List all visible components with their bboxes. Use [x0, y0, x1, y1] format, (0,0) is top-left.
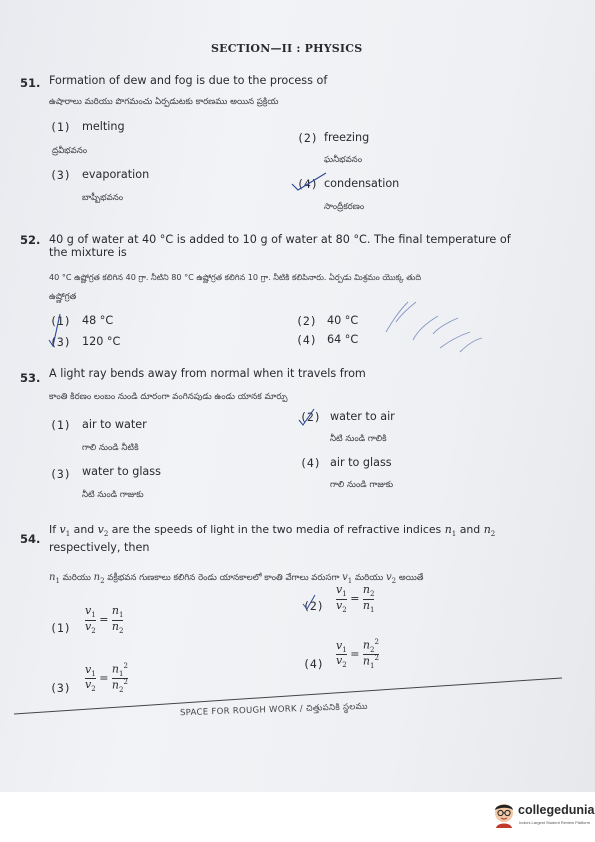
question-text-en: respectively, then — [49, 541, 150, 554]
option-text-te: ఘనీభవనం — [324, 155, 363, 165]
question-number: 54. — [20, 532, 41, 546]
question-text-en: the mixture is — [49, 246, 127, 259]
option-label: (3) — [50, 168, 71, 182]
option-text-en: 64 °C — [327, 333, 359, 346]
pen-tick-mark — [300, 592, 320, 612]
option-label: (4) — [296, 333, 317, 347]
option-text-te: ద్రవీభవనం — [52, 146, 88, 156]
question-text-en: If $v_1$ and $v_2$ are the speeds of light in the two media of refractive indices $n_1$ and $n_2$ — [49, 523, 496, 539]
option-text-te: గాలి నుండి గాజుకు — [330, 480, 394, 490]
option-text-te: నీటి నుండి గాజుకు — [82, 490, 144, 500]
option-label: (2) — [297, 131, 318, 145]
option-formula: $\frac{v_1}{v_2}$ = $\frac{n_2}{n_1}$ — [336, 583, 375, 614]
pen-tick-mark — [296, 406, 320, 428]
section-title: SECTION—II : PHYSICS — [211, 42, 363, 55]
rough-work-label: SPACE FOR ROUGH WORK / చిత్తుపనికి స్థలము — [179, 701, 369, 719]
option-label: (1) — [50, 621, 71, 635]
option-label: (1) — [50, 120, 71, 134]
question-text-en: 40 g of water at 40 °C is added to 10 g of water at 80 °C. The final temperature of — [49, 233, 511, 246]
option-label: (2) — [303, 599, 324, 613]
option-label: (1) — [50, 314, 71, 328]
option-label: (4) — [303, 657, 324, 671]
option-text-te: గాలి నుండి నీటికి — [82, 443, 139, 453]
option-label: (2) — [300, 410, 321, 424]
option-text-en: air to glass — [330, 456, 392, 469]
option-text-te: సాంద్రీకరణం — [324, 202, 365, 212]
option-label: (3) — [50, 335, 71, 349]
option-text-te: బాష్పీభవనం — [82, 193, 124, 203]
question-text-te: $n_1$ మరియు $n_2$ వక్రీభవన గుణకాలు కలిగిన రెండు యానకాలలో కాంతి వేగాలు వరుసగా $v_1$ మరియు $v_2$ అయితే — [49, 572, 424, 585]
option-text-en: water to glass — [82, 465, 161, 478]
option-label: (4) — [297, 177, 318, 191]
option-text-en: condensation — [324, 177, 400, 190]
brand-name: collegedunia — [518, 803, 595, 817]
option-label: (3) — [50, 681, 71, 695]
question-text-te: ఉష్ణోగ్రత — [49, 292, 77, 302]
option-text-en: evaporation — [82, 168, 150, 181]
option-label: (1) — [50, 418, 71, 432]
option-text-en: 40 °C — [327, 314, 359, 327]
option-text-en: air to water — [82, 418, 147, 431]
option-formula: $\frac{v_1}{v_2}$ = $\frac{n_2^2}{n_1^2}$ — [336, 638, 379, 671]
question-number: 51. — [20, 76, 41, 90]
option-label: (2) — [296, 314, 317, 328]
option-text-en: 120 °C — [82, 335, 121, 348]
option-text-en: freezing — [324, 131, 370, 144]
option-text-en: 48 °C — [82, 314, 114, 327]
question-text-en: Formation of dew and fog is due to the process of — [49, 74, 328, 87]
option-text-en: melting — [82, 120, 125, 133]
brand-avatar-icon — [490, 800, 518, 828]
pen-tick-mark — [44, 310, 64, 350]
option-label: (4) — [300, 456, 321, 470]
pen-tick-mark — [290, 170, 330, 194]
option-label: (3) — [50, 467, 71, 481]
question-text-en: A light ray bends away from normal when it travels from — [49, 367, 366, 380]
question-text-te: ఉషారాలు మరియు పొగమంచు ఏర్పడుటకు కారణము అయిన ప్రక్రియ — [49, 97, 279, 107]
brand-tagline: India's Largest Student Review Platform — [519, 820, 591, 825]
handwritten-scribble — [378, 282, 488, 362]
question-text-te: 40 °C ఉష్ణోగ్రత కలిగిన 40 గ్రా. నీటిని 80 °C ఉష్ణోగ్రత కలిగిన 10 గ్రా. నీటికి కలిపినారు. ఏర్పడు మిశ్రమం యొక్క తుది — [49, 272, 422, 282]
option-text-te: నీటి నుండి గాలికి — [330, 434, 387, 444]
option-formula: $\frac{v_1}{v_2}$ = $\frac{n_1}{n_2}$ — [85, 604, 124, 635]
question-number: 53. — [20, 371, 41, 385]
option-text-en: water to air — [330, 410, 395, 423]
option-formula: $\frac{v_1}{v_2}$ = $\frac{n_1^2}{n_2^2}$ — [85, 662, 128, 695]
question-text-te: కాంతి కిరణం లంబం నుండి దూరంగా వంగినపుడు ఉండు యానక మార్పు — [49, 392, 288, 402]
question-number: 52. — [20, 233, 41, 247]
